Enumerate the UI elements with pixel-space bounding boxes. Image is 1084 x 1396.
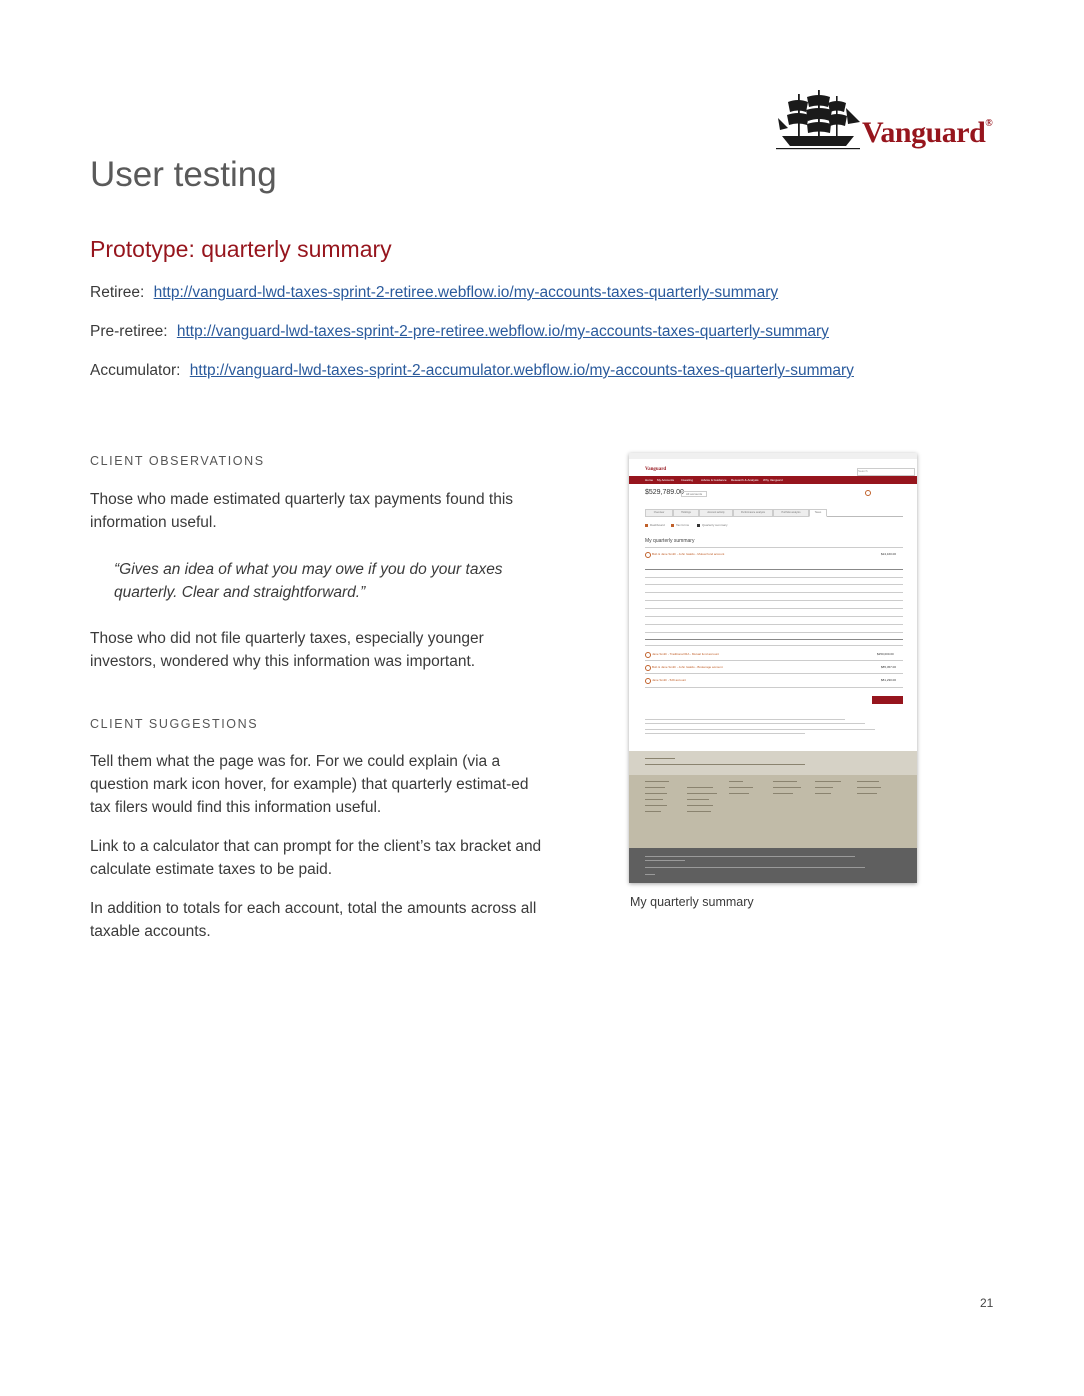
footer-line [645,867,865,868]
link-label: Accumulator: [90,362,181,379]
tab-overview[interactable]: Overview [645,509,673,517]
print-button[interactable] [872,696,903,704]
filter-checkbox[interactable] [671,524,674,527]
observations-heading: CLIENT OBSERVATIONS [90,454,265,468]
social-footer [629,751,917,775]
footer-line [645,799,663,800]
table-row-rule [645,600,903,601]
screenshot-caption: My quarterly summary [630,895,754,909]
vanguard-wordmark: Vanguard® [862,116,993,149]
footer-line [687,787,713,788]
disclaimer-line [645,729,875,730]
tab-taxes[interactable]: Taxes [809,509,827,517]
expand-icon[interactable] [645,552,651,558]
account-total: $24,160.00 [881,552,897,556]
prototype-screenshot [629,453,917,883]
footer-line [645,811,661,812]
disclaimer-line [645,723,865,724]
suggestion-paragraph: Link to a calculator that can prompt for the client’s tax bracket and calculate estimate taxes to be paid. [90,838,542,878]
footer-line [729,781,743,782]
footer-line [645,874,655,875]
footer-line [645,758,675,759]
nav-item[interactable]: Home [645,478,654,482]
suggestion-paragraph: In addition to totals for each account, total the amounts across all taxable accounts. [90,900,537,940]
divider [645,547,903,548]
retiree-link[interactable]: http://vanguard-lwd-taxes-sprint-2-retiree.webflow.io/my-accounts-taxes-quarterly-summary [153,284,779,301]
vanguard-logo [776,88,998,154]
disclaimer-line [645,733,805,734]
footer-line [645,856,855,857]
suggestions-heading: CLIENT SUGGESTIONS [90,717,259,731]
filter-label: Tax forms [676,523,690,527]
account-total: $81,230.00 [881,678,897,682]
nav-item[interactable]: Investing [681,478,694,482]
footer-line [687,793,717,794]
footer-line [645,805,667,806]
footer-line [645,860,685,861]
footer-line [645,793,667,794]
footer-line [729,787,753,788]
footer-line [815,781,841,782]
account-select[interactable]: All accounts [681,491,707,497]
footer-line [773,787,801,788]
table-total-rule [645,639,903,640]
info-icon [865,490,871,496]
footer-line [687,805,713,806]
divider [645,660,903,661]
table-row-rule [645,624,903,625]
link-label: Retiree: [90,284,145,301]
section-title: Prototype: quarterly summary [90,236,392,262]
ship-logo-icon [776,88,862,154]
legal-footer [629,848,917,883]
client-quote: “Gives an idea of what you may owe if you do your taxes quarterly. Clear and straightforward.” [114,561,503,601]
table-header-rule [645,569,903,570]
pre-retiree-link[interactable]: http://vanguard-lwd-taxes-sprint-2-pre-retiree.webflow.io/my-accounts-taxes-quarterly-summary [176,323,829,340]
footer-line [645,781,669,782]
tab-holdings[interactable]: Holdings [673,509,699,517]
expand-icon[interactable] [645,652,651,658]
filter-checkbox[interactable] [697,524,700,527]
disclaimer-line [645,719,845,720]
nav-item[interactable]: Advice & Guidance [701,478,727,482]
link-row-retiree [90,284,778,302]
table-row-rule [645,616,903,617]
divider [645,645,903,646]
tab-portfolio[interactable]: Portfolio analysis [773,509,809,517]
footer-line [857,793,877,794]
tab-performance[interactable]: Performance analysis [733,509,773,517]
account-name[interactable]: Jane Smith - 529 account [652,678,687,682]
page-title: User testing [90,155,277,194]
footer-line [857,787,881,788]
filter-checkbox[interactable] [645,524,648,527]
link-row-pre-retiree [90,323,829,341]
table-row-rule [645,632,903,633]
observation-paragraph: Those who did not file quarterly taxes, especially younger investors, wondered why this information was important. [90,630,484,670]
account-total: $85,457.00 [881,665,897,669]
observation-paragraph: Those who made estimated quarterly tax payments found this information useful. [90,491,514,531]
account-name[interactable]: Bob & Jane Smith - John Iwaldo - Brokerage account [652,665,723,669]
footer-line [687,811,711,812]
search-input[interactable]: Search [857,468,915,476]
main-nav [629,476,917,484]
tab-activity[interactable]: Account activity [699,509,733,517]
site-logo: Vanguard [645,467,667,472]
nav-item[interactable]: Research & Analysis [731,478,759,482]
footer-line [645,787,665,788]
filter-label: Quarterly summary [702,523,728,527]
account-tabs [645,509,903,517]
link-label: Pre-retiree: [90,323,168,340]
filter-label: Dashboard [650,523,665,527]
table-row-rule [645,592,903,593]
account-name[interactable]: Jane Smith - Traditional IRA - Mutual fund account [652,652,719,656]
suggestion-paragraph: Tell them what the page was for. For we could explain (via a question mark icon hover, for example) that quarterly estimat-ed tax filers would find this information useful. [90,753,529,816]
footer-line [857,781,879,782]
account-name[interactable]: Bob & Jane Smith - John Iwaldo - Mutual fund account [652,552,725,556]
footer-line [815,787,833,788]
summary-title: My quarterly summary [645,538,695,544]
footer-line [729,793,749,794]
table-row-rule [645,584,903,585]
divider [645,673,903,674]
accumulator-link[interactable]: http://vanguard-lwd-taxes-sprint-2-accumulator.webflow.io/my-accounts-taxes-quarterly-summary [189,362,854,379]
footer-line [815,793,831,794]
balance-value: $529,789.00 [645,489,684,496]
footer-line [773,793,793,794]
page-number: 21 [980,1296,994,1310]
table-row-rule [645,608,903,609]
site-header [629,459,917,476]
link-row-accumulator [90,362,854,380]
nav-item[interactable]: My Accounts [657,478,675,482]
nav-item[interactable]: Why Vanguard [763,478,783,482]
account-total: $250,000.00 [877,652,894,656]
divider [645,687,903,688]
links-footer [629,775,917,848]
footer-line [773,781,797,782]
table-row-rule [645,577,903,578]
expand-icon[interactable] [645,665,651,671]
footer-line [687,799,709,800]
expand-icon[interactable] [645,678,651,684]
footer-line [645,764,805,765]
